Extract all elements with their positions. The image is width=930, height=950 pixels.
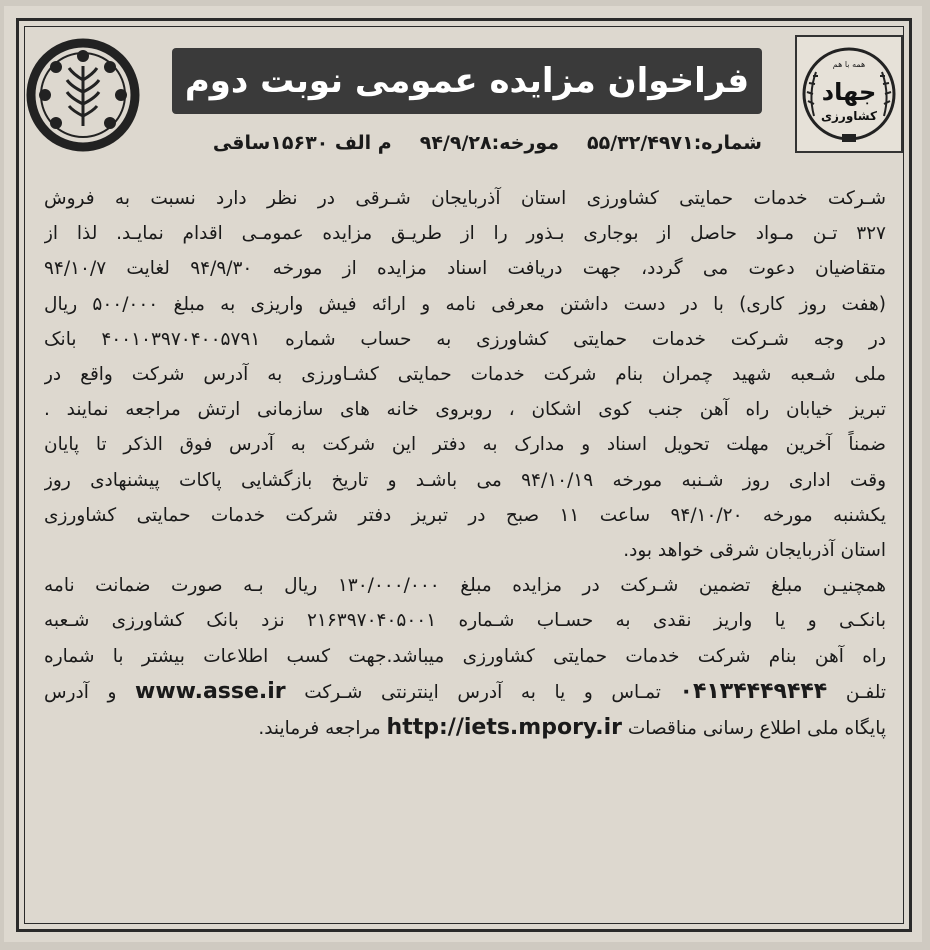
website-link: www.asse.ir bbox=[135, 678, 286, 704]
portal-link: http://iets.mpory.ir bbox=[386, 715, 622, 741]
reference-code: م الف ۱۵۶۳۰ساقی bbox=[212, 132, 392, 154]
body-line: متقاضیان دعوت می گردد، جهت دریافت اسناد مزایده از مورخه ۹۴/۹/۳۰ لغایت ۹۴/۱۰/۷ bbox=[44, 258, 886, 280]
body-line: ۳۲۷ تـن مـواد حاصل از بوجاری بـذور را از طریـق مزایده عمومـی اقدام نمایـد. لذا از bbox=[44, 223, 886, 245]
body-line: (هفت روز کاری) با در دست داشتن معرفی نامه و ارائه فیش واریزی به مبلغ ۵۰۰/۰۰۰ ریال bbox=[44, 293, 886, 315]
body-line: استان آذربایجان شرقی خواهد بود. bbox=[623, 540, 886, 562]
newspaper-clipping bbox=[4, 6, 922, 942]
notice-header bbox=[22, 24, 904, 174]
phone-suffix: تمـاس و یا به آدرس اینترنتی شـرکت bbox=[304, 681, 661, 703]
paragraph-1 bbox=[44, 181, 886, 427]
reference-line bbox=[172, 132, 762, 154]
logo-main-text: جهاد bbox=[821, 78, 877, 106]
jahad-keshavarzi-logo bbox=[794, 34, 904, 154]
phone-prefix: تلفـن bbox=[845, 681, 886, 703]
body-line: وقت اداری روز شـنبه مورخه ۹۴/۱۰/۱۹ می باشـد و تاریخ بازگشایی پاکات پیشنهادی روز bbox=[44, 469, 886, 491]
body-line: شـرکت خدمات حمایتی کشاورزی استان آذربایجان شـرقی در نظر دارد نسبت به فروش bbox=[44, 188, 886, 209]
reference-date: مورخه:۹۴/۹/۲۸ bbox=[419, 132, 560, 154]
body-line: در وجه شـرکت خدمات حمایتی کشاورزی به حساب شماره ۴۰۰۱۰۳۹۷۰۴۰۰۵۷۹۱ بانک bbox=[44, 328, 886, 350]
body-line: همچنیـن مبلغ تضمین شـرکت در مزایده مبلغ ۱۳۰/۰۰۰/۰۰۰ ریال بـه صورت ضمانت نامه bbox=[44, 575, 886, 597]
body-line: راه آهن بنام شرکت خدمات حمایتی کشاورزی میباشد.جهت کسب اطلاعات بیشتر با شماره bbox=[44, 645, 886, 667]
title-banner bbox=[172, 48, 762, 114]
notice-title: فراخوان مزایده عمومی نوبت دوم bbox=[184, 61, 750, 101]
reference-number: شماره:۵۵/۳۲/۴۹۷۱ bbox=[587, 132, 762, 154]
phone-number: ۰۴۱۳۴۴۴۹۴۴۴ bbox=[679, 678, 828, 704]
body-line: یکشنبه مورخه ۹۴/۱۰/۲۰ ساعت ۱۱ صبح در تبریز دفتر شرکت خدمات حمایتی کشاورزی bbox=[44, 504, 886, 526]
paragraph-3 bbox=[44, 568, 886, 746]
paragraph-2 bbox=[44, 427, 886, 568]
body-line: تبریز خیابان راه آهن جنب کوی اشکان ، روبروی خانه های سازمانی ارتش مراجعه نمایند . bbox=[44, 399, 886, 421]
portal-suffix: مراجعه فرمایند. bbox=[258, 718, 381, 740]
company-emblem-logo bbox=[24, 36, 142, 154]
body-line: ملی شـعبه شهید چمران بنام شرکت خدمات حمایتی کشـاورزی به آدرس شرکت واقع در bbox=[44, 364, 886, 386]
portal-prefix: پایگاه ملی اطلاع رسانی مناقصات bbox=[627, 718, 886, 740]
body-line: بانکـی و یا واریز نقدی به حسـاب شـماره ۲۱۶۳۹۷۰۴۰۵۰۰۱ نزد بانک کشاورزی شـعبه bbox=[44, 610, 886, 632]
logo-bottom-text: کشاورزی bbox=[821, 109, 877, 123]
logo-top-text: همه با هم bbox=[832, 60, 866, 69]
contact-line bbox=[44, 674, 886, 710]
website-suffix: و آدرس bbox=[44, 681, 117, 703]
portal-line bbox=[44, 710, 886, 746]
notice-body bbox=[44, 181, 886, 746]
body-line: ضمناً آخرین مهلت تحویل اسناد و مدارک به دفتر این شرکت به آدرس فوق الذکر تا پایان bbox=[44, 434, 886, 456]
